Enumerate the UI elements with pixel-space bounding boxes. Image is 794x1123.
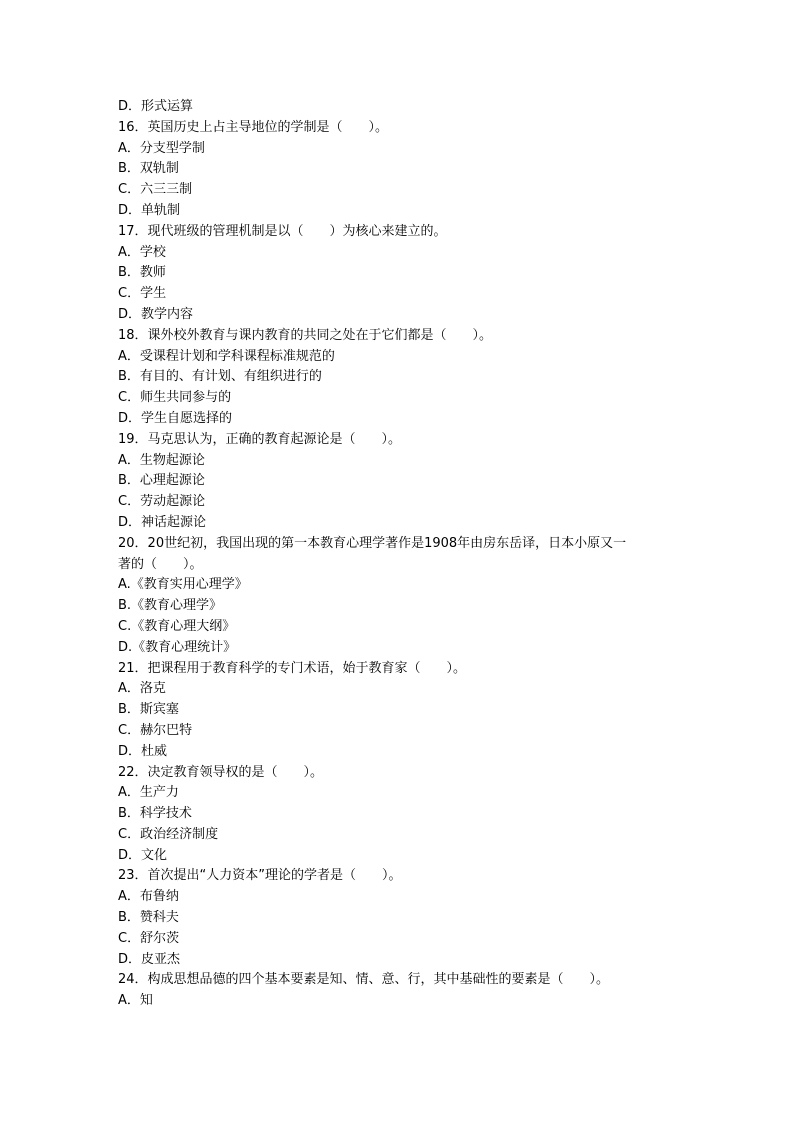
question-line: 22．决定教育领导权的是（ ）。 xyxy=(118,764,324,780)
option-line: A.《教育实用心理学》 xyxy=(118,577,248,593)
option-line: B．教师 xyxy=(118,265,166,281)
option-line: A．布鲁纳 xyxy=(118,889,179,905)
option-line: D．形式运算 xyxy=(118,99,194,114)
option-line: D．神话起源论 xyxy=(118,514,207,530)
option-line: A．分支型学制 xyxy=(118,140,205,156)
document-page xyxy=(118,97,678,1012)
option-line: C．劳动起源论 xyxy=(118,494,206,510)
option-line: A．学校 xyxy=(118,244,166,260)
option-line: B.《教育心理学》 xyxy=(118,598,223,614)
option-line: B．科学技术 xyxy=(118,806,192,822)
option-line: B．双轨制 xyxy=(118,161,179,177)
option-line: A．生产力 xyxy=(118,785,179,801)
option-line: D．单轨制 xyxy=(118,202,181,218)
option-line: B．赞科夫 xyxy=(118,910,179,926)
question-line: 24．构成思想品德的四个基本要素是知、情、意、行，其中基础性的要素是（ ）。 xyxy=(118,972,610,988)
option-line: A．洛克 xyxy=(118,681,166,697)
question-line: 17．现代班级的管理机制是以（ ）为核心来建立的。 xyxy=(118,223,447,239)
option-line: D．教学内容 xyxy=(118,306,194,322)
option-line: D．文化 xyxy=(118,847,168,863)
option-line: C．师生共同参与的 xyxy=(118,390,232,406)
question-line: 16．英国历史上占主导地位的学制是（ ）。 xyxy=(118,119,389,135)
option-line: C．学生 xyxy=(118,286,167,302)
option-line: C．赫尔巴特 xyxy=(118,722,193,738)
option-line: A．知 xyxy=(118,993,153,1009)
option-line: A．受课程计划和学科课程标准规范的 xyxy=(118,348,335,364)
option-line: C．六三三制 xyxy=(118,182,193,198)
option-line: D.《教育心理统计》 xyxy=(118,639,237,655)
option-line: B．有目的、有计划、有组织进行的 xyxy=(118,369,322,385)
question-line: 18．课外校外教育与课内教育的共同之处在于它们都是（ ）。 xyxy=(118,327,493,343)
question-line: 19．马克思认为，正确的教育起源论是（ ）。 xyxy=(118,431,402,447)
question-line-continued: 著的（ ）。 xyxy=(118,556,203,572)
option-line: D．学生自愿选择的 xyxy=(118,410,233,426)
option-line: B．斯宾塞 xyxy=(118,702,179,718)
option-line: B．心理起源论 xyxy=(118,473,205,489)
option-line: D．杜威 xyxy=(118,743,168,759)
question-line: 20．20世纪初，我国出现的第一本教育心理学著作是1908年由房东岳译，日本小原又一 xyxy=(118,535,627,551)
option-line: A．生物起源论 xyxy=(118,452,205,468)
option-line: C．政治经济制度 xyxy=(118,826,219,842)
question-line: 21．把课程用于教育科学的专门术语，始于教育家（ ）。 xyxy=(118,660,467,676)
question-line: 23．首次提出“人力资本”理论的学者是（ ）。 xyxy=(118,868,402,884)
option-line: C.《教育心理大纲》 xyxy=(118,618,236,634)
option-line: C．舒尔茨 xyxy=(118,930,180,946)
option-line: D．皮亚杰 xyxy=(118,951,181,967)
